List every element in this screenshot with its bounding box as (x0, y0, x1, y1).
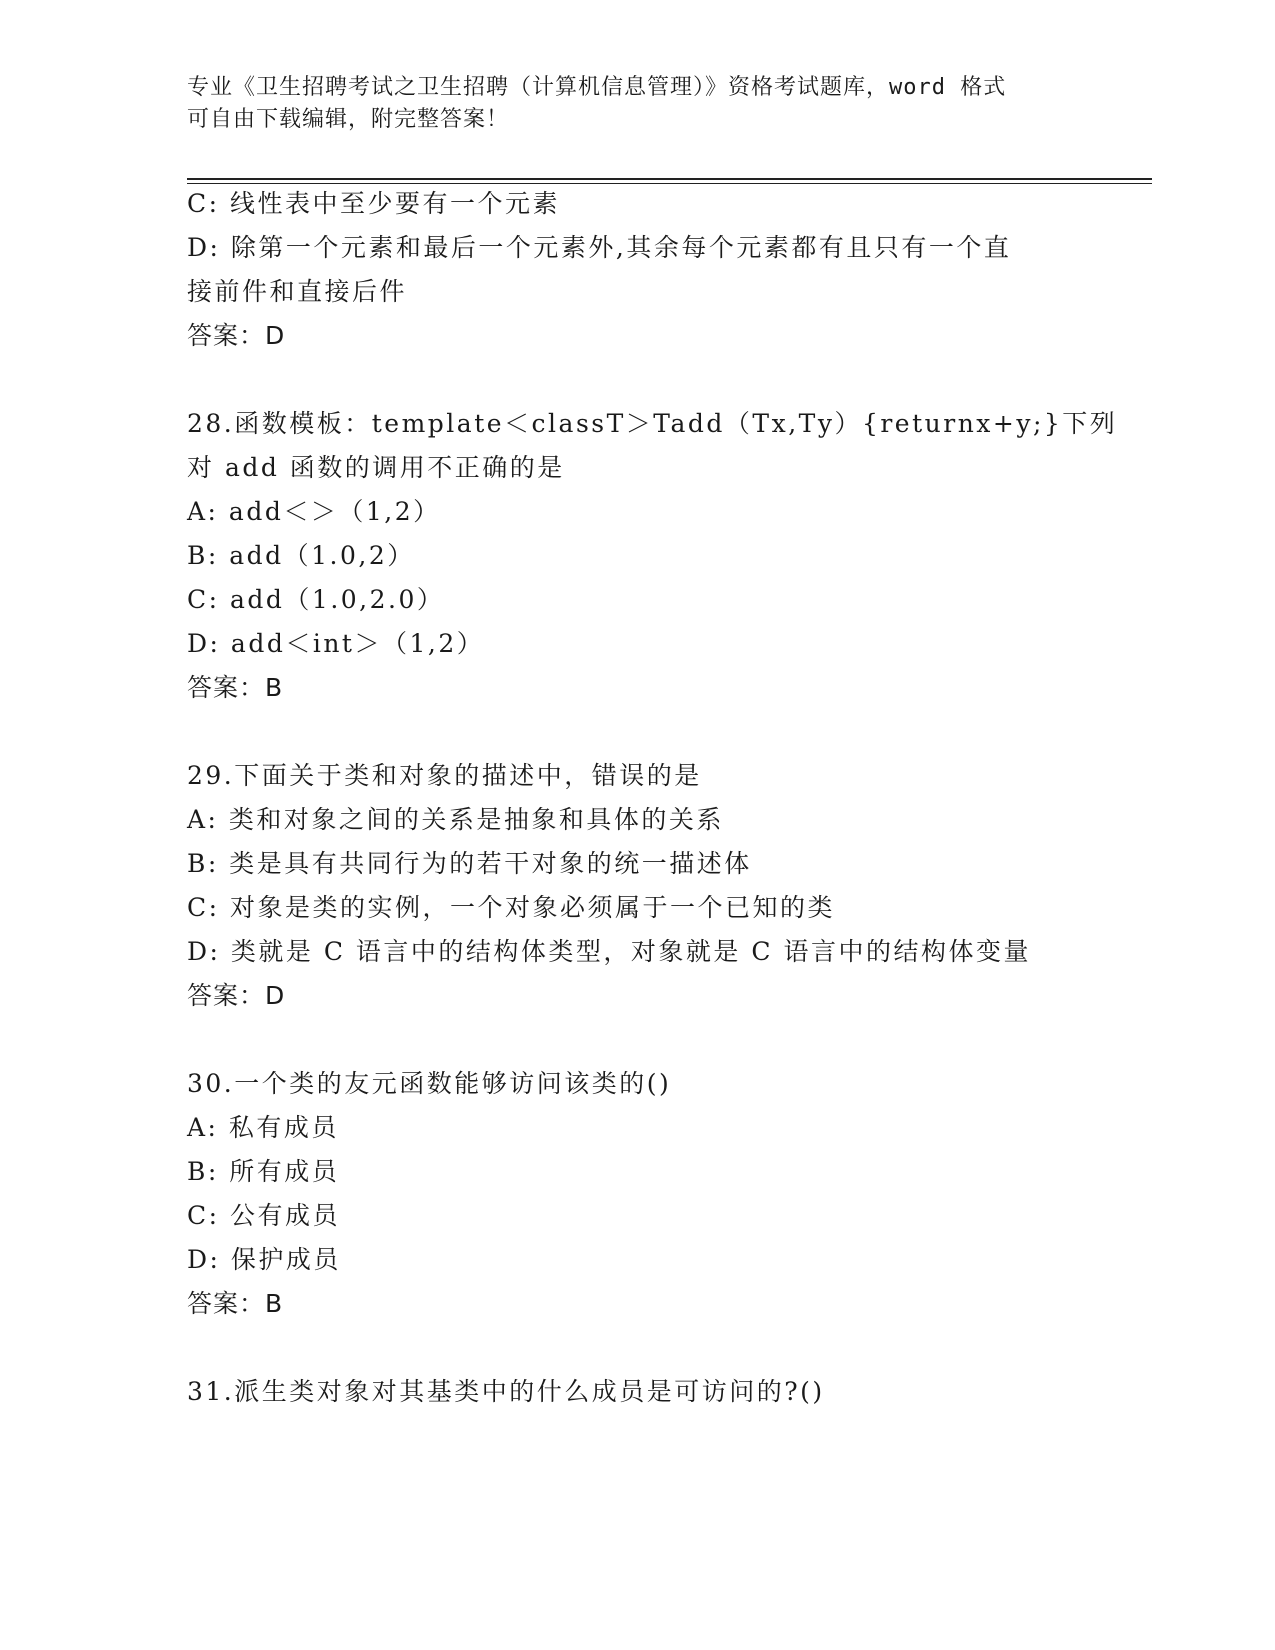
option-a: A: 类和对象之间的关系是抽象和具体的关系 (187, 805, 724, 834)
option-d: D: 保护成员 (187, 1245, 341, 1274)
option-b: B: 所有成员 (187, 1157, 340, 1186)
option-d: D: 类就是 C 语言中的结构体类型，对象就是 C 语言中的结构体变量 (187, 937, 1031, 966)
option-c: C: 对象是类的实例，一个对象必须属于一个已知的类 (187, 893, 836, 922)
answer: 答案：D (187, 981, 286, 1010)
document-header (187, 72, 1087, 136)
question-31: 31.派生类对象对其基类中的什么成员是可访问的?() (187, 1377, 825, 1406)
header-divider (187, 178, 1152, 180)
option-a: A: add＜＞（1,2） (187, 497, 441, 526)
option-d-continued: 接前件和直接后件 (187, 277, 408, 306)
question-28: 28.函数模板：template＜classT＞Tadd（Tx,Ty）{returnx+y;}下列 (187, 409, 1118, 438)
question-29: 29.下面关于类和对象的描述中，错误的是 (187, 761, 702, 790)
answer: 答案：B (187, 673, 284, 702)
option-d: D: 除第一个元素和最后一个元素外,其余每个元素都有且只有一个直 (187, 233, 1012, 262)
option-b: B: add（1.0,2） (187, 541, 415, 570)
answer: 答案：D (187, 321, 286, 350)
question-30: 30.一个类的友元函数能够访问该类的() (187, 1069, 672, 1098)
answer: 答案：B (187, 1289, 284, 1318)
option-a: A: 私有成员 (187, 1113, 339, 1142)
question-28-continued: 对 add 函数的调用不正确的是 (187, 453, 565, 482)
option-b: B: 类是具有共同行为的若干对象的统一描述体 (187, 849, 752, 878)
option-c: C: 公有成员 (187, 1201, 340, 1230)
header-line-1: 专业《卫生招聘考试之卫生招聘（计算机信息管理）》资格考试题库，word 格式 (187, 75, 1007, 100)
option-c: C: add（1.0,2.0） (187, 585, 445, 614)
option-d: D: add＜int＞（1,2） (187, 629, 485, 658)
header-line-2: 可自由下载编辑，附完整答案！ (187, 107, 510, 132)
option-c: C: 线性表中至少要有一个元素 (187, 189, 560, 218)
